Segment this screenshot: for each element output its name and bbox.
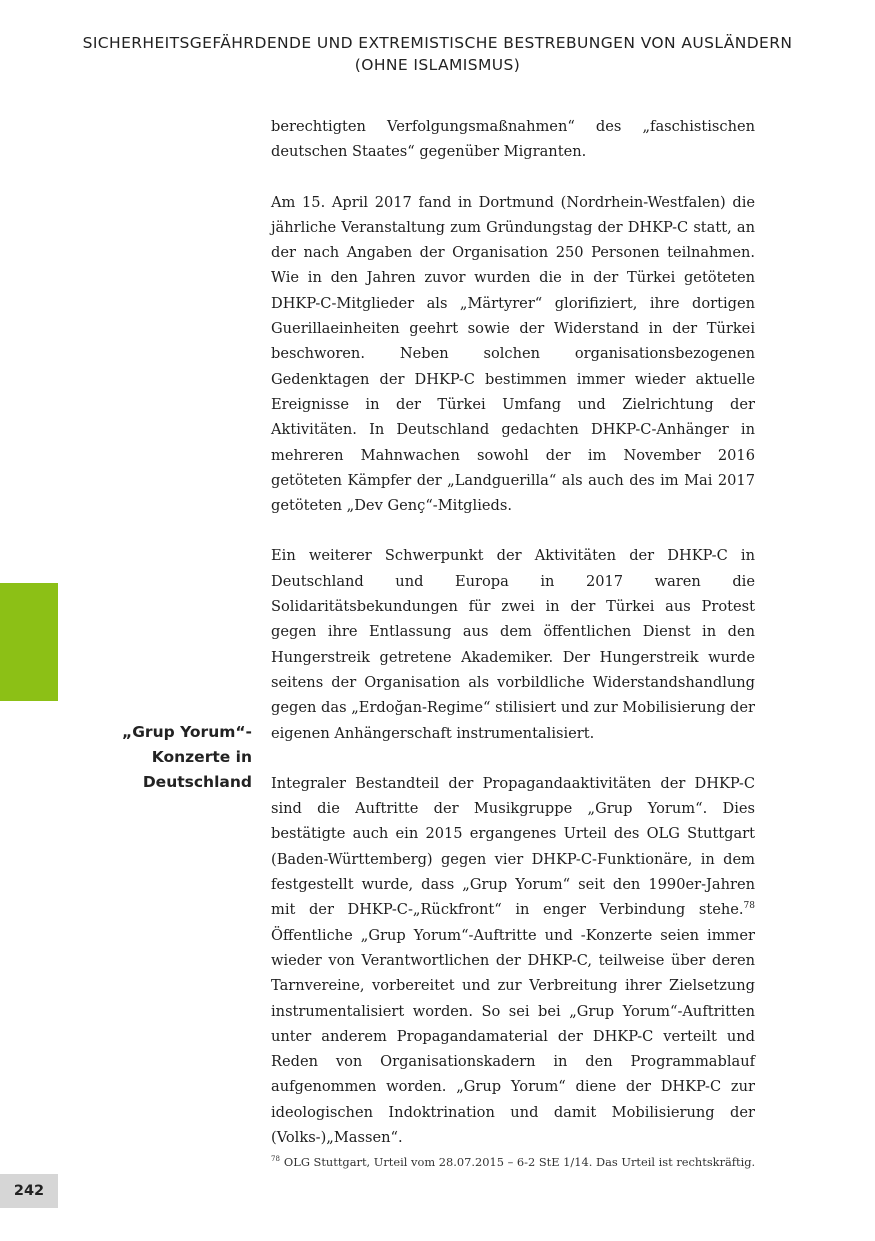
margin-heading (60, 720, 252, 795)
margin-heading-line2: Konzerte in (151, 748, 252, 766)
paragraph-3: Ein weiterer Schwerpunkt der Aktivitäten der DHKP-C in Deutschland und Europa in 2017 waren die Solidaritätsbekundungen für zwei in der Türkei aus Protest gegen ihre Entlassung aus dem öffentlichen Dienst in den Hungerstreik getretene Akademiker. Der Hungerstreik wurde seitens der Organisation als vorbildliche Widerstandshandlung gegen das „Erdoğan-Regime“ stilisiert und zur Mobilisierung der eigenen Anhängerschaft instrumentalisiert. (271, 547, 755, 742)
paragraph-1: berechtigten Verfolgungsmaßnahmen“ des „faschistischen deutschen Staates“ gegenüber Migranten. (271, 118, 755, 161)
page-number: 242 (0, 1174, 58, 1208)
section-text-part1: Integraler Bestandteil der Propagandaaktivitäten der DHKP-C sind die Auftritte der Musikgruppe „Grup Yorum“. Dies bestätigte auch ein 2015 ergangenes Urteil des OLG Stuttgart (Baden-Württemberg) gegen vier DHKP-C-Funktionäre, in dem festgestellt wurde, dass „Grup Yorum“ seit den 1990er-Jahren mit der DHKP-C-„Rückfront“ in enger Verbindung stehe. (271, 774, 755, 919)
chapter-color-tab (0, 583, 58, 701)
paragraph-2: Am 15. April 2017 fand in Dortmund (Nordrhein-Westfalen) die jährliche Veranstaltung zum Gründungstag der DHKP-C statt, an der nach Angaben der Organisation 250 Personen teilnahmen. Wie in den Jahren zuvor wurden die in der Türkei getöteten DHKP-C-Mitglieder als „Märtyrer“ glorifiziert, ihre dortigen Guerillaeinheiten geehrt sowie der Widerstand in der Türkei beschworen. Neben solchen organisationsbezogenen Gedenktagen der DHKP-C bestimmen immer wieder aktuelle Ereignisse in der Türkei Umfang und Zielrichtung der Aktivitäten. In Deutschland gedachten DHKP-C-Anhänger in mehreren Mahnwachen sowohl der im November 2016 getöteten Kämpfer der „Landguerilla“ als auch des im Mai 2017 getöteten „Dev Genç“-Mitglieds. (271, 193, 755, 515)
section-paragraph (271, 771, 755, 1150)
running-header-line1: SICHERHEITSGEFÄHRDENDE UND EXTREMISTISCHE BESTREBUNGEN VON AUSLÄNDERN (82, 34, 793, 52)
footnote (271, 1153, 771, 1171)
footnote-number: 78 (271, 1155, 280, 1164)
section-text-part2: Öffentliche „Grup Yorum“-Auftritte und -Konzerte seien immer wieder von Verantwortlichen der DHKP-C, teilweise über deren Tarnvereine, vorbereitet und zur Verbreitung ihrer Zielsetzung instrumentalisiert worden. So sei bei „Grup Yorum“-Auftritten unter anderem Propagandamaterial der DHKP-C verteilt und Reden von Organisationskadern in den Programmablauf aufgenommen worden. „Grup Yorum“ diene der DHKP-C zur ideologischen Indoktrination und damit Mobilisierung der (Volks-)„Massen“. (271, 926, 755, 1146)
footnote-reference: 78 (743, 901, 755, 912)
running-header-line2: (OHNE ISLAMISMUS) (354, 56, 521, 74)
margin-heading-line3: Deutschland (142, 773, 252, 791)
footnote-text: OLG Stuttgart, Urteil vom 28.07.2015 – 6-2 StE 1/14. Das Urteil ist rechtskräftig. (283, 1155, 756, 1169)
running-header (0, 32, 875, 76)
main-text-column (271, 114, 755, 1150)
margin-heading-line1: „Grup Yorum“- (122, 723, 252, 741)
